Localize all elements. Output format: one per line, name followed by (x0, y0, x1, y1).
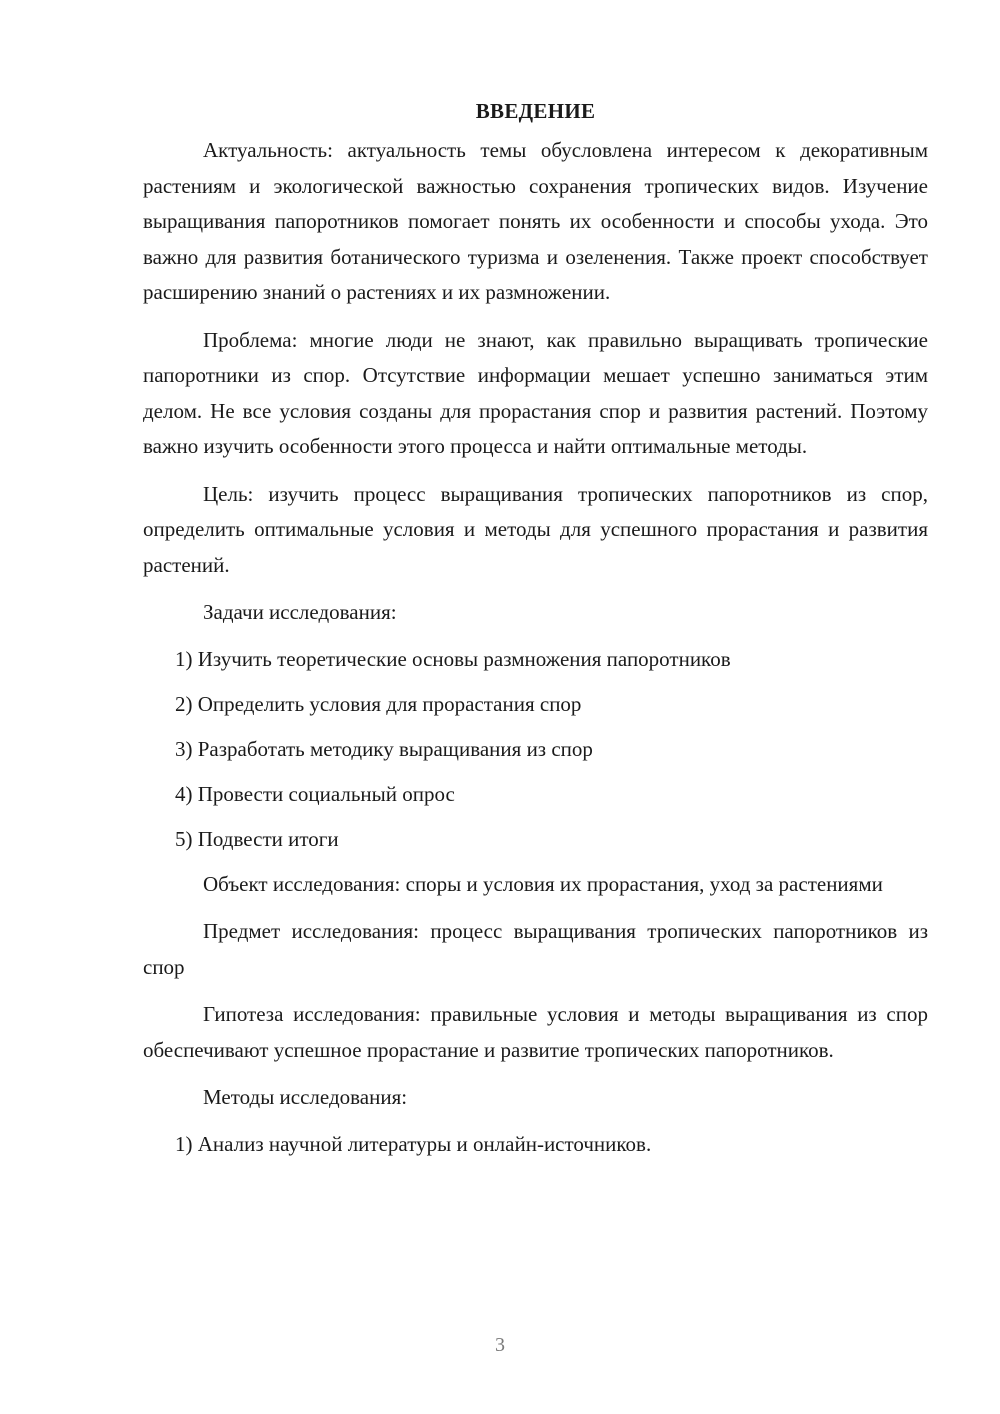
list-item: 1) Изучить теоретические основы размножения папоротников (175, 646, 731, 671)
methods-list (143, 1127, 928, 1162)
page-content (143, 95, 928, 1172)
list-item: 2) Определить условия для прорастания спор (175, 691, 582, 716)
hypothesis-paragraph: Гипотеза исследования: правильные условия и методы выращивания из спор обеспечивают успешное прорастание и развитие тропических папоротников. (143, 1002, 928, 1062)
problem-paragraph: Проблема: многие люди не знают, как правильно выращивать тропические папоротники из спор. Отсутствие информации мешает успешно заниматься этим делом. Не все условия созданы для прорастания спор и развития растений. Поэтому важно изучить особенности этого процесса и найти оптимальные методы. (143, 327, 928, 458)
tasks-list (143, 642, 928, 857)
relevance-paragraph: Актуальность: актуальность темы обусловлена интересом к декоративным растениям и экологической важностью сохранения тропических видов. Изучение выращивания папоротников помогает понять их особенности и способы ухода. Это важно для развития ботанического туризма и озеленения. Также проект способствует расширению знаний о растениях и их размножении. (143, 138, 928, 304)
list-item: 3) Разработать методику выращивания из спор (175, 736, 593, 761)
goal-paragraph: Цель: изучить процесс выращивания тропических папоротников из спор, определить оптимальные условия и методы для успешного прорастания и развития растений. (143, 481, 928, 577)
list-item: 1) Анализ научной литературы и онлайн-источников. (175, 1131, 652, 1156)
list-item: 5) Подвести итоги (175, 826, 339, 851)
object-paragraph: Объект исследования: споры и условия их прорастания, уход за растениями (203, 871, 883, 896)
page-title: ВВЕДЕНИЕ (475, 99, 596, 123)
page-number: 3 (495, 1334, 505, 1356)
tasks-heading: Задачи исследования: (203, 600, 397, 624)
list-item: 4) Провести социальный опрос (175, 781, 455, 806)
methods-heading: Методы исследования: (203, 1085, 408, 1109)
subject-paragraph: Предмет исследования: процесс выращивания тропических папоротников из спор (143, 919, 928, 979)
